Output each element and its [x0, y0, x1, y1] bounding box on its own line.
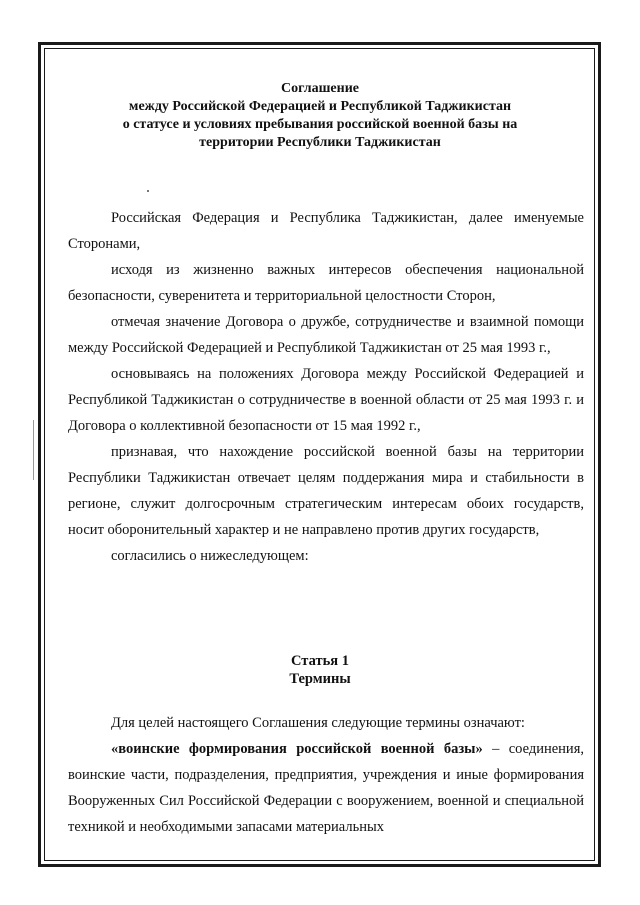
title-line-3: о статусе и условиях пребывания российской военной базы на — [122, 117, 518, 132]
article-1-body — [68, 710, 584, 840]
preamble-paragraph-2: исходя из жизненно важных интересов обеспечения национальной безопасности, суверенитета и территориальной целостности Сторон, — [68, 262, 584, 304]
preamble — [68, 205, 584, 569]
title-line-2: между Российской Федерацией и Республикой Таджикистан — [128, 99, 512, 114]
preamble-paragraph-1: Российская Федерация и Республика Таджикистан, далее именуемые Сторонами, — [68, 210, 584, 252]
preamble-paragraph-4: основываясь на положениях Договора между Российской Федерацией и Республикой Таджикистан о сотрудничестве в военной области от 25 мая 1993 г. и Договора о коллективной безопасности от 15 мая 1992 г., — [68, 366, 584, 434]
scan-speck — [147, 190, 149, 192]
article-title: Термины — [289, 671, 351, 687]
article-number: Статья 1 — [291, 653, 349, 669]
term-definition: – соединения, воинские части, подразделения, предприятия, учреждения и иные формирования Вооруженных Сил Российской Федерации с вооружением, военной и специальной техникой и необходимыми запасами материальных — [68, 741, 584, 835]
preamble-paragraph-5: признавая, что нахождение российской военной базы на территории Республики Таджикистан отвечает целям поддержания мира и стабильности в регионе, служит долгосрочным стратегическим интересам обоих государств, носит оборонительный характер и не направлено против других государств, — [68, 444, 584, 538]
article-1-term-paragraph — [68, 736, 584, 840]
article-1-intro: Для целей настоящего Соглашения следующие термины означают: — [111, 715, 525, 731]
preamble-paragraph-6: согласились о нижеследующем: — [111, 548, 309, 564]
title-line-1: Соглашение — [281, 81, 359, 96]
scan-margin-mark — [33, 420, 34, 480]
preamble-paragraph-3: отмечая значение Договора о дружбе, сотрудничестве и взаимной помощи между Российской Федерацией и Республикой Таджикистан от 25 мая 1993 г., — [68, 314, 584, 356]
term-name: «воинские формирования российской военной базы» — [111, 741, 483, 757]
title-line-4: территории Республики Таджикистан — [199, 135, 441, 150]
document-title — [60, 80, 580, 152]
article-heading — [60, 652, 580, 688]
